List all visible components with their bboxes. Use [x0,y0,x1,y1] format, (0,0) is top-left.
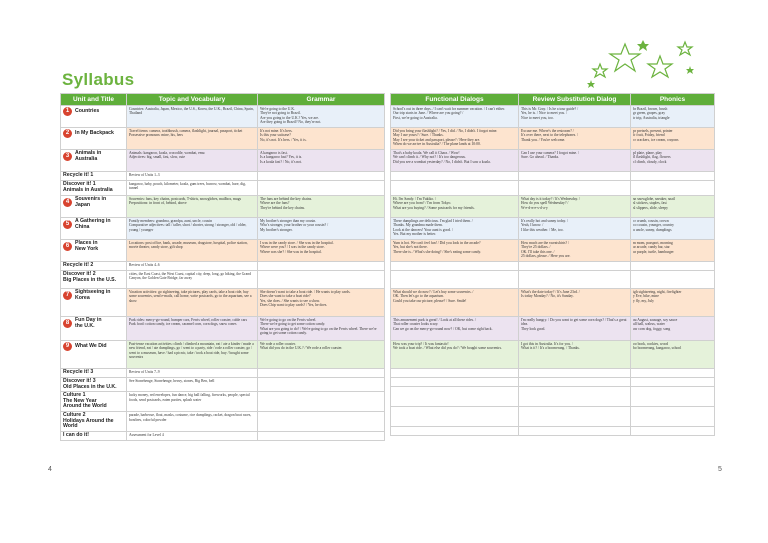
functional-cell [391,369,519,378]
grammar-cell [258,289,385,317]
topic-cell [127,432,258,441]
syllabus-row [61,218,385,240]
grammar-cell [258,392,385,412]
unit-title: Recycle it! 3 [63,369,94,375]
unit-number-badge: 2 [63,129,72,138]
review-cell-text: Excuse me. Where's the restroom? / It's over there, next to the telephones. / Thank you. / You're welcome. [521,129,579,142]
review-cell [519,378,631,387]
topic-cell-text: kangaroo, baby, pouch, kilometer, koala, gum trees, burrow, wombat, hare, dig, tunnel [129,182,246,191]
unit-title: Culture 2 Holidays Around the World [63,412,114,430]
grammar-cell-text: The fans are behind the key chains. Where are the fans? They're behind the key chains. [260,197,313,210]
topic-cell-text: Vacation activities: go sightseeing, take pictures, play cards, take a boat ride, buy some souvenirs, send e-mails, call home, write postcards, go to the aquarium, see a show [129,290,252,303]
unit-title: Sightseeing in Korea [75,289,111,301]
review-cell-text: It's really hot and sunny today. / Yeah, I know. / I like this weather. / Me, too. [521,219,569,232]
syllabus-row [61,106,385,128]
page-number-left: 4 [48,466,52,473]
unit-cell [61,262,127,271]
unit-cell [61,172,127,181]
phonics-cell [631,427,715,436]
syllabus-row [61,432,385,441]
grammar-cell [258,218,385,240]
functional-cell-text: School's out in three days. / I can't wait for summer vacation. / I can't either. Our trip starts in June. / Where are you going? / First, we're going to Australia. [393,107,505,120]
functional-cell [391,317,519,341]
grammar-cell [258,262,385,271]
phonics-cell-text: oo book, cookies, wood bo boomerang, kangaroo, school [633,342,682,351]
review-cell [519,106,631,128]
functional-cell [391,240,519,262]
functional-cell-text: How was your trip? / It was fantastic! We took a boat ride. / What else did you do? / We bought some souvenirs. [393,342,502,351]
unit-cell [61,271,127,289]
grammar-cell-text: My brother's stronger than my cousin. Who's stronger, your brother or your cousin? / My brother's stronger. [260,219,329,232]
grammar-cell [258,369,385,378]
functional-cell-text: Did you bring your flashlight? / Yes, I did. / No, I didn't. I forgot mine. May I use yours? / Sure. / Thanks. May I see your ticket and passport, please? / Here they are. When do we arrive in Australia? / The plane lands at 10:00. [393,129,498,147]
topic-cell [127,196,258,218]
grammar-cell [258,317,385,341]
unit-number-badge: 4 [63,198,72,207]
syllabus-row [391,369,715,378]
syllabus-row [391,196,715,218]
syllabus-row [61,317,385,341]
functional-cell [391,181,519,196]
syllabus-row [61,181,385,196]
topic-cell [127,150,258,172]
unit-cell [61,378,127,392]
functional-cell-text: That's a baby koala. We call it Chara. / Wow! We can't climb it. / Why not? / It's too dangerous. Did you see a wombat yesterday? / No, I didn't. But I saw a koala. [393,151,491,164]
header-functional: Functional Dialogs [391,94,519,106]
functional-cell [391,262,519,271]
functional-cell [391,378,519,387]
review-cell [519,181,631,196]
unit-number-badge: 9 [63,342,72,351]
syllabus-row [391,378,715,387]
functional-cell [391,387,519,407]
syllabus-row [61,128,385,150]
topic-cell-text: See Stonehenge, Stonehenge, heavy, stones, Big Ben, bell [129,379,215,383]
unit-title: Culture 1 The New Year Around the World [63,392,107,410]
unit-cell [61,181,127,196]
review-cell [519,128,631,150]
syllabus-row [391,150,715,172]
functional-cell [391,128,519,150]
phonics-cell [631,196,715,218]
syllabus-row [61,240,385,262]
phonics-cell [631,317,715,341]
unit-title: I can do it! [63,432,89,439]
syllabus-row [61,262,385,271]
topic-cell-text: Family members: grandma, grandpa, aunt, uncle, cousin Comparative adjectives: tall / taller, short / shorter, strong / stronger, old / older, young / younger [129,219,247,232]
phonics-cell [631,407,715,427]
topic-cell-text: cities, the East Coast, the West Coast, capital city, deep, long, go hiking, the Grand Canyon, the Golden Gate Bridge, far away [129,272,251,281]
unit-number-badge: 6 [63,242,72,251]
grammar-cell [258,106,385,128]
syllabus-row [61,392,385,412]
topic-cell-text: Animals: kangaroo, koala, crocodile, wombat, emu Adjectives: big, small, fast, slow, cute [129,151,205,160]
syllabus-row [61,172,385,181]
syllabus-row [391,128,715,150]
header-phonics: Phonics [631,94,715,106]
syllabus-row [391,289,715,317]
syllabus-row [61,271,385,289]
unit-title: Countries [75,107,100,114]
topic-cell-text: Souvenirs: fans, key chains, postcards, T-shirts, snowglobes, mailbox, mugs Prepositions: in front of, behind, above [129,197,242,206]
phonics-cell-text: pl plate, plane, play fl flashlight, flag, flowers cl climb, cloudy, clock [633,151,671,164]
topic-cell-text: Review of Units 7–9 [129,370,160,374]
topic-cell [127,262,258,271]
phonics-cell [631,341,715,369]
phonics-cell-text: au August, sausage, soy sauce all ball, walrus, water aw corn dog, foggy, song [633,318,678,331]
unit-title: A Gathering in China [75,218,111,230]
syllabus-left-page [60,93,385,441]
grammar-cell [258,271,385,289]
unit-number-badge: 7 [63,291,72,300]
review-cell-text: Can I use your camera? I forgot mine. / Sure. Go ahead. / Thanks. [521,151,579,160]
review-cell-text: I got this in Australia. It's for you. / What is it? / It's a boomerang. / Thanks. [521,342,580,351]
functional-cell [391,427,519,436]
page-number-right: 5 [718,466,722,473]
unit-cell [61,218,127,240]
unit-title: Discover it! 1 Animals in Australia [63,181,113,193]
review-cell [519,218,631,240]
phonics-cell-text: m mom, passport, morning ar arcade, candy bar, star ur purple, turtle, hamburger [633,241,674,254]
phonics-cell [631,369,715,378]
syllabus-row [391,181,715,196]
unit-title: Fun Day in the U.K. [75,317,102,329]
review-cell [519,407,631,427]
unit-cell [61,392,127,412]
syllabus-right-page [390,93,715,436]
syllabus-row [391,240,715,262]
unit-number-badge: 1 [63,107,72,116]
functional-cell-text: What should we do now? / Let's buy some souvenirs. / OK. Then let's go to the aquarium. Could you take our picture, please? / Sure. Smile! [393,290,474,303]
grammar-cell [258,172,385,181]
review-cell-text: What's the date today? / It's June 23rd. / Is today Monday? / No, it's Sunday. [521,290,580,299]
topic-cell [127,181,258,196]
topic-cell [127,317,258,341]
unit-title: Recycle it! 2 [63,262,94,268]
topic-cell-text: parade, barbecue, float, masks, costume, rice dumplings, racket, dragon boat races, bonfires, colorful powder [129,413,252,422]
topic-cell-text: Assessment for Level 4 [129,433,164,438]
functional-cell [391,341,519,369]
functional-cell [391,106,519,128]
unit-title: What We Did [75,342,107,349]
phonics-cell [631,387,715,407]
syllabus-row [391,407,715,427]
unit-cell [61,412,127,432]
functional-cell [391,289,519,317]
topic-cell [127,341,258,369]
review-cell [519,150,631,172]
syllabus-row [391,262,715,271]
topic-cell [127,172,258,181]
grammar-cell [258,240,385,262]
review-cell [519,317,631,341]
unit-title: In My Backpack [75,129,114,136]
topic-cell-text: Countries: Australia, Japan, Mexico, the U.S., Korea, the U.K., Brazil, China, Spain, Thailand [129,107,254,116]
syllabus-title: Syllabus [62,70,135,89]
unit-cell [61,106,127,128]
topic-cell-text: lucky money, red envelopes, fun dance, big ball falling, fireworks, people, special foods, send postcards, eaten parties, splash water [129,393,250,402]
grammar-cell [258,412,385,432]
topic-cell-text: Locations: post office, bank, arcade, museum, drugstore, hospital, police station, movie theater, candy store, gift shop [129,241,248,250]
unit-cell [61,240,127,262]
syllabus-row [61,412,385,432]
phonics-cell [631,181,715,196]
phonics-cell [631,240,715,262]
header-review: Review Substitution Dialog [519,94,631,106]
unit-number-badge: 5 [63,220,72,229]
header-grammar: Grammar [258,94,385,106]
phonics-cell [631,172,715,181]
stars-decoration-icon [585,38,705,92]
grammar-cell [258,150,385,172]
topic-cell [127,218,258,240]
review-cell [519,271,631,289]
grammar-cell [258,432,385,441]
topic-cell [127,106,258,128]
unit-cell [61,150,127,172]
unit-number-badge: 8 [63,319,72,328]
phonics-cell [631,218,715,240]
phonics-cell [631,262,715,271]
grammar-cell-text: We're going to the U.K. They're not going to Brazil. Are you going to the U.K.? Yes, we are. Are they going to Brazil? No, they're not. [260,107,322,125]
syllabus-row [391,427,715,436]
syllabus-row [61,341,385,369]
review-cell [519,196,631,218]
review-cell-text: How much are the sweatshirts? / They're 25 dollars. / OK. I'll take this one. / 25 dollars, please. / Here you are. [521,241,571,259]
unit-cell [61,289,127,317]
syllabus-row [61,196,385,218]
syllabus-row [391,387,715,407]
syllabus-row [61,378,385,392]
unit-title: Discover it! 2 Big Places in the U.S. [63,271,117,283]
grammar-cell [258,341,385,369]
phonics-cell [631,271,715,289]
functional-cell-text: This amusement park is great! / Look at all these rides. / That roller coaster looks scary. Can we go on the merry-go-round now? / OK, but come right back. [393,318,493,331]
review-cell [519,427,631,436]
phonics-cell [631,378,715,387]
phonics-cell [631,128,715,150]
topic-cell-text: Review of Units 1–3 [129,173,160,177]
syllabus-row [391,106,715,128]
grammar-cell-text: We rode a roller coaster. What did you do in the U.K.? / We rode a roller coaster. [260,342,343,351]
topic-cell [127,240,258,262]
review-cell [519,289,631,317]
unit-cell [61,196,127,218]
topic-cell-text: Past-tense vacation activities: climb / climbed a mountain, eat / ate a kinder / made a new friend, eat / ate dumplings, go / went to a party, ride / rode a roller coaster, go / went to a museum, have / had a picnic, take / took a boat ride, buy / bought some souvenirs [129,342,254,360]
phonics-cell [631,106,715,128]
unit-cell [61,369,127,378]
topic-cell [127,289,258,317]
review-cell [519,387,631,407]
unit-cell [61,317,127,341]
grammar-cell [258,128,385,150]
topic-cell [127,412,258,432]
topic-cell [127,378,258,392]
review-cell [519,369,631,378]
topic-cell [127,369,258,378]
phonics-cell-text: igh sightseeing, night, firefighter y Eve, bike, mine y fly, my, July [633,290,682,303]
syllabus-row [391,341,715,369]
unit-number-badge: 3 [63,152,72,161]
review-cell-text: What day is it today? / It's Wednesday. / How do you spell Wednesday? / W-e-d-n-e-s-d-a-y [521,197,580,210]
grammar-cell-text: It's not mine. It's hers. Is this your suitcase? No, it's not. It's hers. / Yes, it is. [260,129,307,142]
topic-cell-text: Travel items: camera, toothbrush, camera, flashlight, journal, passport, ticket Possessive pronouns: mine, his, hers [129,129,243,138]
grammar-cell-text: We're going to go on the Ferris wheel. There we're going to get some cotton candy. What are you going to do? / We're going to go on the Ferris wheel. There we're going to get some cotton candy. [260,318,377,336]
unit-title: Animals in Australia [75,150,102,162]
functional-cell [391,407,519,427]
topic-cell [127,128,258,150]
syllabus-row [391,218,715,240]
grammar-cell-text: A kangaroo is fast. Is a kangaroo fast? Yes, it is. Is a koala fast? / No, it's not. [260,151,303,164]
functional-cell [391,271,519,289]
unit-cell [61,128,127,150]
functional-cell-text: Yum is hot. We can't feel fun! / Did you look in the arcade? Yes, but she's not there. There she is. / What's she doing? / She's eating some candy. [393,241,481,254]
grammar-cell [258,196,385,218]
syllabus-row [391,271,715,289]
phonics-cell-text: sn snowglobe, sneaker, snail sl stickers, staples, fast sl slippers, slide, sleepy [633,197,675,210]
review-cell-text: This is Mr. Gray. / Is he a tour guide? / Yes, he is. / Nice to meet you. / Nice to meet you, too. [521,107,579,120]
syllabus-row [391,317,715,341]
syllabus-row [61,150,385,172]
functional-cell [391,218,519,240]
syllabus-row [391,172,715,181]
review-cell [519,341,631,369]
unit-title: Souvenirs in Japan [75,196,107,208]
phonics-cell-text: cr crumb, cousin, crown co cousin, younger, country u uncle, sunny, dumplings [633,219,674,232]
header-topic: Topic and Vocabulary [127,94,258,106]
grammar-cell-text: I was in the candy store. / She was in the hospital. Where were you? / I was in the candy store. Where was she? / She was in the hospital. [260,241,334,254]
unit-cell [61,341,127,369]
unit-title: Recycle it! 1 [63,172,94,178]
topic-cell [127,392,258,412]
unit-title: Places in New York [75,240,99,252]
review-cell [519,262,631,271]
syllabus-row [61,289,385,317]
phonics-cell [631,289,715,317]
topic-cell-text: Park rides: merry-go-round, bumper cars, Ferris wheel, roller coaster, cable cars Park food: cotton candy, ice cream, caramel corn, corn dogs, snow cones [129,318,248,327]
grammar-cell [258,181,385,196]
phonics-cell-text: pr pretzels, present, printer fr fruit, Friday, friend cr crackers, ice cream, crayons [633,129,679,142]
functional-cell-text: Hi. I'm Sandy. / I'm Yukiko. / Where are you from? / I'm from Tokyo. What are you buying? / Some postcards for my friends. [393,197,475,210]
syllabus-row [61,369,385,378]
functional-cell-text: These dumplings are delicious. I'm glad I tried them. / Thanks. My grandma made them. Look at the dancers! Your aunt is good. / Yes. But my mother is better. [393,219,473,237]
grammar-cell [258,378,385,392]
phonics-cell [631,150,715,172]
phonics-cell-text: br Brazil, brown, brush gr green, grapes, gray tr trip, Australia, triangle [633,107,670,120]
topic-cell-text: Review of Units 4–6 [129,263,160,267]
functional-cell [391,172,519,181]
review-cell-text: I'm really hungry. / Do you want to get some corn dogs? / That's a great idea. They look good. [521,318,627,331]
unit-title: Discover it! 3 Old Places in the U.K. [63,378,117,390]
functional-cell [391,150,519,172]
review-cell [519,240,631,262]
topic-cell [127,271,258,289]
grammar-cell-text: She doesn't want to take a boat ride. / He wants to play cards. Does she want to take a boat ride? Yes, she does. / She wants to see a show. Does Chip want to play cards? / Yes, he does. [260,290,351,308]
review-cell [519,172,631,181]
header-unit: Unit and Title [61,94,127,106]
functional-cell [391,196,519,218]
unit-cell [61,432,127,441]
